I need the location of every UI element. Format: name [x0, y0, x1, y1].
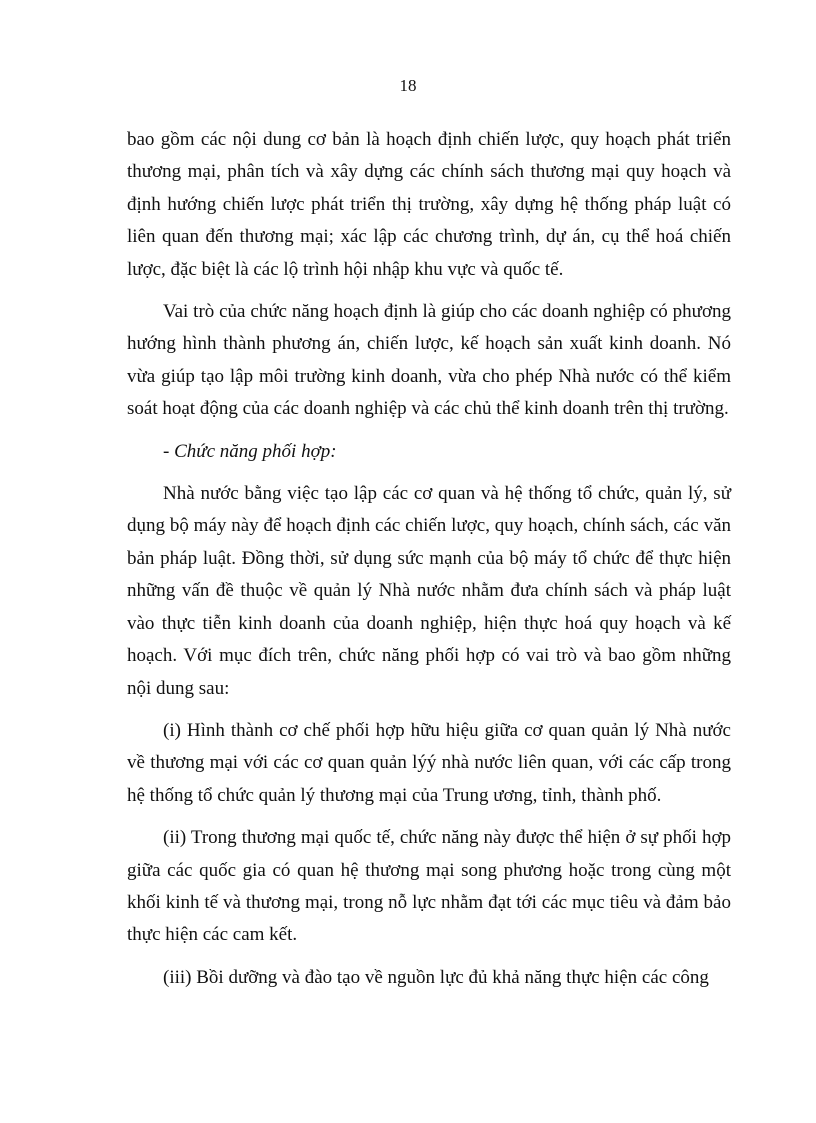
- paragraph-continuation: bao gồm các nội dung cơ bản là hoạch định chiến lược, quy hoạch phát triển thương mại, phân tích và xây dựng các chính sách thương mại quy hoạch và định hướng chiến lược phát triển thị trường, xây dựng hệ thống pháp luật có liên quan đến thương mại; xác lập các chương trình, dự án, cụ thể hoá chiến lược, đặc biệt là các lộ trình hội nhập khu vực và quốc tế.: [127, 129, 731, 280]
- list-item-ii: (ii) Trong thương mại quốc tế, chức năng này được thể hiện ở sự phối hợp giữa các quốc gia có quan hệ thương mại song phương hoặc trong cùng một khối kinh tế và thương mại, trong nỗ lực nhằm đạt tới các mục tiêu và đảm bảo thực hiện các cam kết.: [127, 827, 731, 946]
- list-item-i: (i) Hình thành cơ chế phối hợp hữu hiệu giữa cơ quan quản lý Nhà nước về thương mại với các cơ quan quản lýý nhà nước liên quan, với các cấp trong hệ thống tổ chức quản lý thương mại của Trung ương, tỉnh, thành phố.: [127, 719, 731, 806]
- paragraph-state-organization: Nhà nước bằng việc tạo lập các cơ quan và hệ thống tổ chức, quản lý, sử dụng bộ máy này để hoạch định các chiến lược, quy hoạch, chính sách, các văn bản pháp luật. Đồng thời, sử dụng sức mạnh của bộ máy tổ chức để thực hiện những vấn đề thuộc về quản lý Nhà nước nhằm đưa chính sách và pháp luật vào thực tiễn kinh doanh của doanh nghiệp, hiện thực hoá quy hoạch và kế hoạch. Với mục đích trên, chức năng phối hợp có vai trò và bao gồm những nội dung sau:: [127, 483, 731, 699]
- page-number: 18: [399, 76, 417, 95]
- page-body: [127, 124, 731, 1004]
- list-item-iii: (iii) Bồi dưỡng và đào tạo về nguồn lực đủ khả năng thực hiện các công: [163, 966, 709, 988]
- section-heading-coordination: - Chức năng phối hợp:: [163, 440, 337, 462]
- paragraph-role-of-planning: Vai trò của chức năng hoạch định là giúp cho các doanh nghiệp có phương hướng hình thành phương án, chiến lược, kế hoạch sản xuất kinh doanh. Nó vừa giúp tạo lập môi trường kinh doanh, vừa cho phép Nhà nước có thể kiểm soát hoạt động của các doanh nghiệp và các chủ thể kinh doanh trên thị trường.: [127, 301, 731, 420]
